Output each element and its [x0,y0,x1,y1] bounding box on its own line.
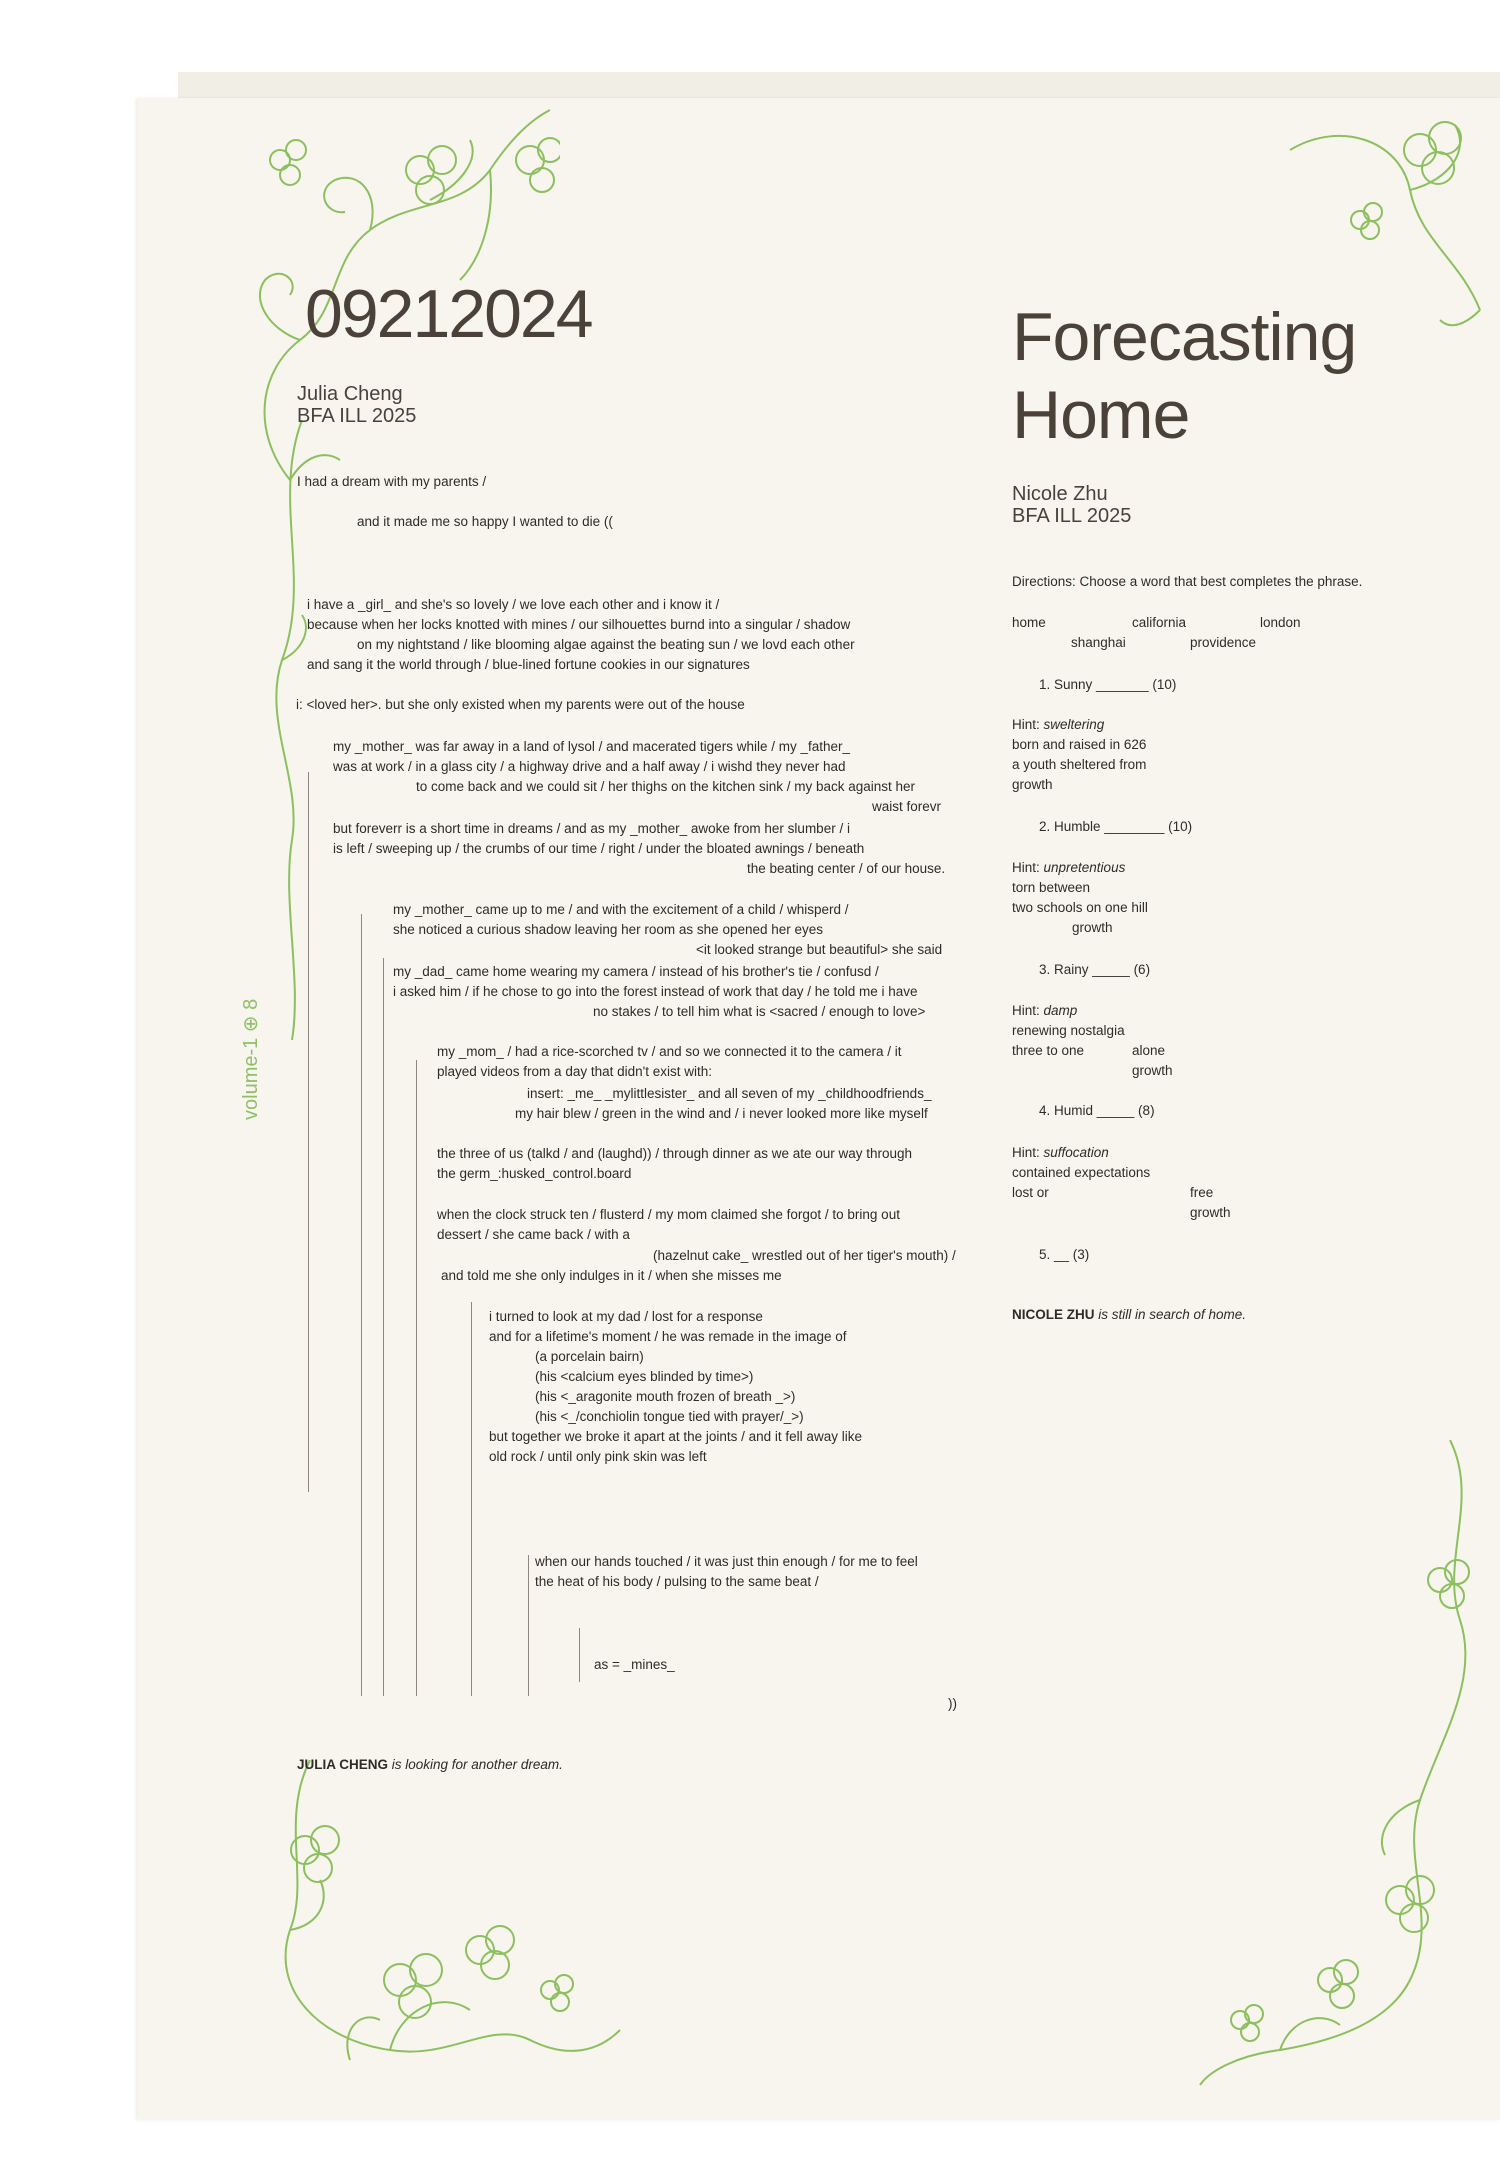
hint-word: damp [1043,1003,1078,1018]
quiz-line: growth [1132,1063,1173,1078]
poem-line: I had a dream with my parents / [297,474,487,489]
quiz-line: alone [1132,1043,1166,1058]
hint-label: Hint: [1012,717,1044,732]
left-author-bio [297,1755,563,1775]
quiz-line: two schools on one hill [1012,900,1148,915]
poem-line: because when her locks knotted with mines / our silhouettes burnd into a singular / shadow [307,617,851,632]
poem-line: she noticed a curious shadow leaving her room as she opened her eyes [393,922,824,937]
hint-label: Hint: [1012,860,1044,875]
indent-rule [361,914,362,1696]
poem-line: (a porcelain bairn) [535,1349,644,1364]
word-bank-item: providence [1190,635,1257,650]
right-author-bio [1012,1305,1246,1325]
poem-line: the three of us (talkd / and (laughd)) / through dinner as we ate our way through [437,1146,913,1161]
poem-line: was at work / in a glass city / a highway drive and a half away / i wishd they never had [333,759,846,774]
quiz-prompt: 5. __ (3) [1039,1247,1090,1262]
quiz-line: renewing nostalgia [1012,1023,1125,1038]
quiz-line: born and raised in 626 [1012,737,1147,752]
vine-bottom-right-decoration [1180,1440,1490,2090]
indent-rule [383,958,384,1696]
poem-line: and told me she only indulges in it / when she misses me [441,1268,782,1283]
quiz-prompt: 4. Humid _____ (8) [1039,1103,1155,1118]
quiz-line: growth [1012,777,1053,792]
indent-rule [528,1555,529,1696]
quiz-prompt: 3. Rainy _____ (6) [1039,962,1151,977]
vine-left-side-decoration [262,420,322,1040]
indent-rule [416,1060,417,1696]
indent-rule [579,1628,580,1682]
right-author-name: Nicole Zhu [1012,483,1108,505]
poem-date-title: 09212024 [305,276,592,352]
hint-word: suffocation [1043,1145,1109,1160]
poem-line: waist forevr [872,799,942,814]
quiz-line: torn between [1012,880,1091,895]
poem-line: old rock / until only pink skin was left [489,1449,707,1464]
poem-line: and sang it the world through / blue-lined fortune cookies in our signatures [307,657,750,672]
poem-line: (hazelnut cake_ wrestled out of her tiger's mouth) / [653,1248,956,1263]
poem-line: no stakes / to tell him what is <sacred / enough to love> [593,1004,926,1019]
right-title-line2: Home [1012,377,1190,453]
word-bank-item: home [1012,615,1046,630]
quiz-prompt: 2. Humble ________ (10) [1039,819,1193,834]
quiz-hint [1012,858,1125,878]
right-bio-name: NICOLE ZHU [1012,1307,1095,1322]
poem-closing-mark: )) [948,1696,957,1711]
poem-line: as = _mines_ [594,1657,675,1672]
poem-line: dessert / she came back / with a [437,1227,630,1242]
right-title-line1: Forecasting [1012,299,1357,375]
left-author-program: BFA ILL 2025 [297,405,417,427]
quiz-hint [1012,715,1104,735]
poem-line: but together we broke it apart at the joints / and it fell away like [489,1429,862,1444]
poem-line: (his <_aragonite mouth frozen of breath _>) [535,1389,796,1404]
poem-line: the germ_:husked_control.board [437,1166,632,1181]
poem-line: the beating center / of our house. [747,861,946,876]
quiz-line: three to one [1012,1043,1085,1058]
hint-word: sweltering [1043,717,1105,732]
poem-line: my _dad_ came home wearing my camera / instead of his brother's tie / confusd / [393,964,879,979]
poem-line: to come back and we could sit / her thighs on the kitchen sink / my back against her [416,779,916,794]
right-bio-text: is still in search of home. [1094,1307,1247,1322]
poem-line: i asked him / if he chose to go into the forest instead of work that day / he told me i have [393,984,918,999]
quiz-line: lost or [1012,1185,1049,1200]
poem-line: <it looked strange but beautiful> she said [696,942,943,957]
poem-line: i turned to look at my dad / lost for a response [489,1309,763,1324]
quiz-prompt: 1. Sunny _______ (10) [1039,677,1177,692]
hint-label: Hint: [1012,1145,1044,1160]
poem-line: played videos from a day that didn't exist with: [437,1064,712,1079]
poem-line: i: <loved her>. but she only existed when my parents were out of the house [296,697,745,712]
hint-label: Hint: [1012,1003,1044,1018]
poem-line: my _mom_ / had a rice-scorched tv / and so we connected it to the camera / it [437,1044,902,1059]
left-author-name: Julia Cheng [297,383,403,405]
poem-line: my _mother_ came up to me / and with the excitement of a child / whisperd / [393,902,849,917]
vine-bottom-left-decoration [250,1760,630,2090]
poem-line: is left / sweeping up / the crumbs of our time / right / under the bloated awnings / beneath [333,841,865,856]
word-bank-item: california [1132,615,1187,630]
right-author-program: BFA ILL 2025 [1012,505,1132,527]
quiz-directions: Directions: Choose a word that best completes the phrase. [1012,574,1363,589]
hint-word: unpretentious [1043,860,1126,875]
quiz-line: contained expectations [1012,1165,1151,1180]
poem-line: when the clock struck ten / flusterd / my mom claimed she forgot / to bring out [437,1207,900,1222]
poem-line: my _mother_ was far away in a land of lysol / and macerated tigers while / my _father_ [333,739,850,754]
indent-rule [471,1302,472,1696]
poem-line: on my nightstand / like blooming algae against the beating sun / we lovd each other [357,637,855,652]
quiz-line: a youth sheltered from [1012,757,1147,772]
quiz-line: growth [1072,920,1113,935]
poem-line: i have a _girl_ and she's so lovely / we love each other and i know it / [307,597,720,612]
poem-line: and it made me so happy I wanted to die (( [357,514,613,529]
quiz-line: growth [1190,1205,1231,1220]
poem-line: my hair blew / green in the wind and / i never looked more like myself [515,1106,928,1121]
poem-line: but foreverr is a short time in dreams / and as my _mother_ awoke from her slumber / i [333,821,850,836]
poem-line: and for a lifetime's moment / he was remade in the image of [489,1329,847,1344]
poem-line: the heat of his body / pulsing to the same beat / [535,1574,819,1589]
poem-line: (his <_/conchiolin tongue tied with prayer/_>) [535,1409,804,1424]
word-bank-item: shanghai [1071,635,1126,650]
left-bio-text: is looking for another dream. [388,1757,563,1772]
left-bio-name: JULIA CHENG [297,1757,389,1772]
poem-line: (his <calcium eyes blinded by time>) [535,1369,754,1384]
poem-line: when our hands touched / it was just thin enough / for me to feel [535,1554,918,1569]
volume-label: volume-1 ⊕ 8 [240,998,262,1120]
word-bank-item: london [1260,615,1301,630]
indent-rule [308,772,309,1492]
quiz-line: free [1190,1185,1214,1200]
poem-line: insert: _me_ _mylittlesister_ and all seven of my _childhoodfriends_ [527,1086,932,1101]
quiz-hint [1012,1001,1077,1021]
quiz-hint [1012,1143,1109,1163]
